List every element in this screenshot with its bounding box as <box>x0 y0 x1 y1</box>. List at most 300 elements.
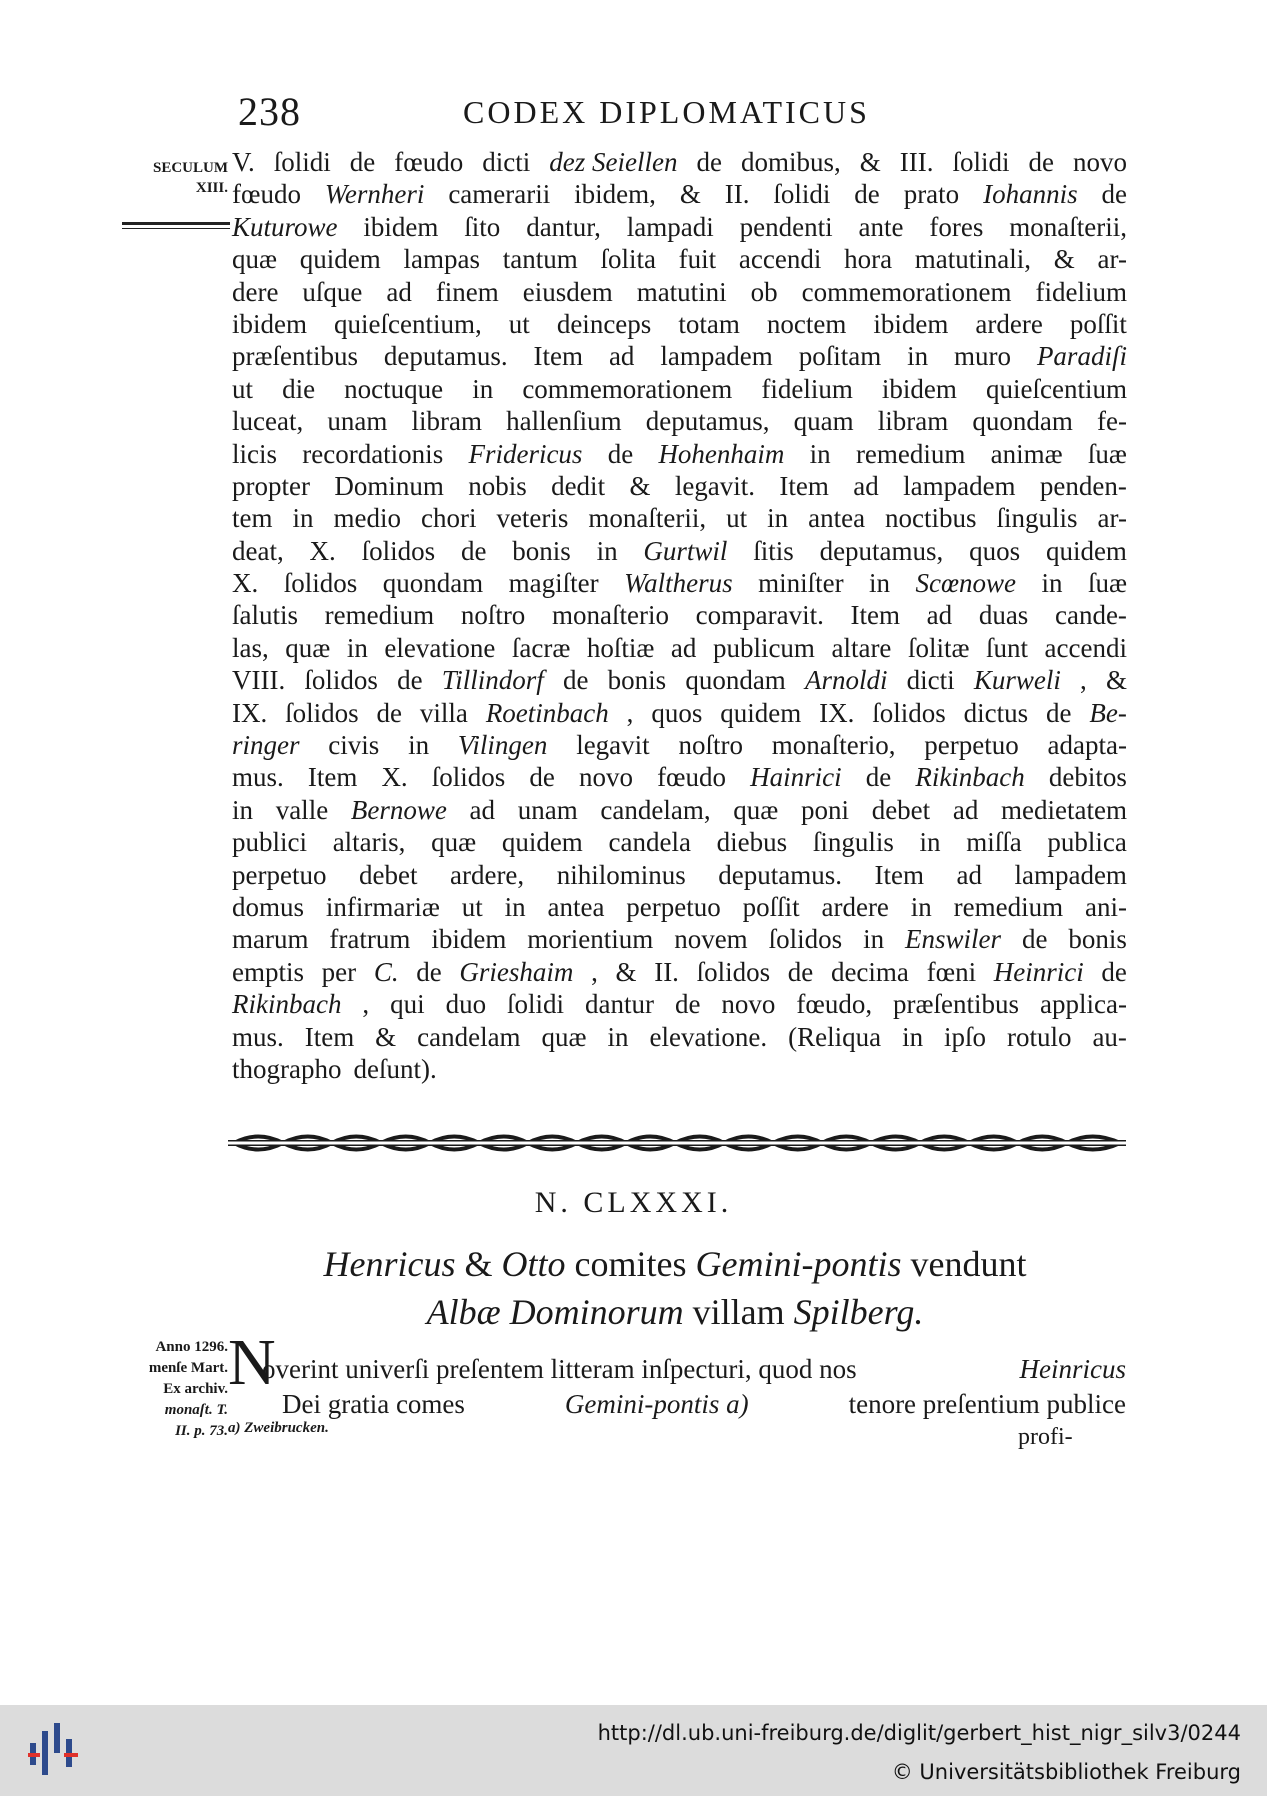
word: de <box>460 535 487 566</box>
word: fœudo <box>657 762 727 793</box>
proper-name: Scœnowe <box>915 568 1017 599</box>
title-name: Spilberg. <box>793 1292 924 1332</box>
word: de <box>787 956 814 987</box>
word: X. <box>232 568 259 599</box>
word: & <box>1053 244 1075 275</box>
word: deputamus, <box>819 535 944 566</box>
word: fœudo, <box>796 989 873 1020</box>
word: fœudo <box>394 147 464 177</box>
word: ſacræ <box>511 632 571 663</box>
word: legavit. <box>674 470 756 501</box>
title-text: & <box>455 1244 502 1284</box>
word: unam <box>327 406 388 437</box>
word: elevatione <box>384 632 496 663</box>
word: ſolitæ <box>907 632 970 663</box>
word: quondam <box>685 665 786 696</box>
word: per <box>321 956 357 987</box>
word: camerarii <box>448 179 551 210</box>
word: licis <box>232 438 277 469</box>
word: , <box>626 697 634 728</box>
word: publicum <box>712 632 815 663</box>
word: antea <box>808 503 866 534</box>
word: quieſcentium <box>985 373 1127 404</box>
body-line <box>232 761 1127 793</box>
word: ante <box>858 211 904 242</box>
word: quidem <box>299 244 381 275</box>
incipit-name: Gemini-pontis a) <box>564 1389 749 1419</box>
incipit-name: Heinricus <box>1019 1354 1126 1384</box>
word: monaſterii, <box>1009 211 1127 242</box>
word: lampas <box>403 244 480 275</box>
word: X. <box>309 535 336 566</box>
word: perpetuo <box>924 730 1019 761</box>
word: ar- <box>1097 503 1127 534</box>
word: , <box>362 989 370 1020</box>
permalink[interactable]: http://dl.ub.uni-freiburg.de/diglit/gerbert_hist_nigr_silv3/0244 <box>597 1721 1241 1745</box>
word: nihilominus <box>556 859 686 890</box>
word: fœudo <box>232 179 301 210</box>
word: fores <box>929 211 984 242</box>
word: emptis <box>232 956 304 987</box>
word: ibidem <box>363 211 439 242</box>
word: Item <box>304 1021 355 1052</box>
word: ibidem <box>881 373 957 404</box>
body-line <box>232 243 1127 275</box>
body-line <box>232 340 1127 372</box>
body-line <box>232 211 1127 243</box>
word: lampadem <box>660 341 773 372</box>
word: Item <box>533 341 584 372</box>
word: animæ <box>990 438 1063 469</box>
word: & <box>1105 665 1127 696</box>
word: ſolidi <box>507 989 565 1020</box>
body-line <box>232 567 1127 599</box>
word: duas <box>978 600 1029 631</box>
drop-cap: N <box>228 1326 276 1399</box>
word: lampadem <box>1014 859 1127 890</box>
word: ibidem <box>873 308 949 339</box>
word: candelam, <box>600 794 711 825</box>
word: dantur <box>585 989 654 1020</box>
word: marum <box>232 924 309 955</box>
body-line <box>232 373 1127 405</box>
document-title-line <box>220 1288 1130 1336</box>
word: matutini <box>636 276 727 307</box>
word: eiusdem <box>522 276 613 307</box>
incipit-text-run: tenore preſentium publice <box>848 1389 1126 1419</box>
word: ardere <box>821 891 889 922</box>
word: X. <box>381 762 408 793</box>
word: noctuque <box>344 373 444 404</box>
word: luceat, <box>232 406 304 437</box>
word: infirmariæ <box>325 891 440 922</box>
body-line <box>232 146 1127 178</box>
word: in <box>907 341 929 372</box>
word: candelam <box>417 1021 521 1052</box>
proper-name: Gurtwil <box>643 535 728 566</box>
word: in <box>902 1021 924 1052</box>
word: ſingulis <box>812 827 894 858</box>
word: Item <box>779 470 829 501</box>
word: pendenti <box>739 211 833 242</box>
word: debet <box>358 859 418 890</box>
word: VIII. <box>232 665 286 696</box>
word: mus. <box>232 1021 284 1052</box>
footnote: a) Zweibrucken. <box>228 1420 329 1436</box>
word: hallenſium <box>506 406 622 437</box>
word: cande- <box>1054 600 1127 631</box>
word: in <box>408 730 430 761</box>
word: quondam <box>972 406 1073 437</box>
document-title <box>220 1240 1130 1336</box>
word: quam <box>793 406 854 437</box>
word: de <box>529 762 555 793</box>
word: ani- <box>1084 891 1127 922</box>
word: ſolidos <box>304 665 378 696</box>
word: quos <box>969 535 1021 566</box>
word: ſitis <box>753 535 794 566</box>
word: IX. <box>819 697 855 728</box>
word: novo <box>578 762 633 793</box>
word: & <box>615 956 637 987</box>
word: lampadem <box>903 470 1016 501</box>
word: chori <box>420 503 477 534</box>
body-line <box>232 632 1127 664</box>
margin-note-line: menſe Mart. <box>148 1360 228 1376</box>
word: in <box>346 632 368 663</box>
word: poni <box>801 794 850 825</box>
word: ut <box>726 503 748 534</box>
word: ſolidos <box>285 697 359 728</box>
word: deputamus, <box>645 406 770 437</box>
word: commemorationem <box>801 276 1012 307</box>
word: adapta- <box>1047 730 1127 761</box>
body-line <box>232 599 1127 631</box>
margin-note-line: monaſt. T. <box>164 1402 228 1418</box>
word: ob <box>750 276 778 307</box>
word: perpetuo <box>232 859 327 890</box>
word: libram <box>877 406 949 437</box>
word: ut <box>508 308 530 339</box>
word: remedium <box>324 600 435 631</box>
word: elevatione. <box>649 1021 768 1052</box>
title-text: comites <box>565 1244 696 1284</box>
word: ſolidos <box>768 924 843 955</box>
word: ad <box>956 859 982 890</box>
word: quæ <box>541 1021 587 1052</box>
word: deat, <box>232 535 284 566</box>
proper-name: Be- <box>1089 697 1127 728</box>
body-line <box>232 988 1127 1020</box>
body-line <box>232 697 1127 729</box>
word: bonis <box>607 665 667 696</box>
word: ſolidos <box>283 568 358 599</box>
word: fœni <box>926 956 977 987</box>
word: poſſit <box>1069 308 1127 339</box>
word: IX. <box>232 697 268 728</box>
word: fidelium <box>761 373 853 404</box>
word: ſolidos <box>361 535 436 566</box>
word: in <box>607 1021 629 1052</box>
word: , <box>1080 665 1087 696</box>
word: & <box>375 1021 397 1052</box>
word: deinceps <box>556 308 652 339</box>
word: comparavit. <box>695 600 824 631</box>
catchword: profi- <box>1018 1424 1073 1450</box>
ornamental-divider <box>228 1128 1126 1158</box>
word: nobis <box>468 470 527 501</box>
word: in <box>910 891 932 922</box>
word: commemorationem <box>522 373 733 404</box>
word: legavit <box>576 730 650 761</box>
word: & <box>679 179 701 210</box>
word: in <box>1041 568 1063 599</box>
body-line <box>232 891 1127 923</box>
word: accendi <box>1044 632 1127 663</box>
word: in <box>504 891 526 922</box>
incipit-text-run: Dei gratia comes <box>282 1389 465 1419</box>
body-line <box>232 438 1127 470</box>
title-name: Gemini-pontis <box>695 1244 902 1284</box>
word: quieſcentium, <box>334 308 482 339</box>
word: rotulo <box>1007 1021 1072 1052</box>
word: & <box>859 147 881 177</box>
word: bonis <box>512 535 571 566</box>
word: au- <box>1092 1021 1127 1052</box>
word: ſuæ <box>1087 438 1127 469</box>
word: de <box>562 665 589 696</box>
word: ſalutis <box>232 600 298 631</box>
word: ut <box>232 373 254 404</box>
word: ad <box>469 794 496 825</box>
proper-name: ringer <box>232 730 300 761</box>
word: unam <box>517 794 578 825</box>
proper-name: Hainrici <box>750 762 842 793</box>
proper-name: Waltherus <box>624 568 733 599</box>
word: muro <box>954 341 1012 372</box>
word: quidem <box>720 697 802 728</box>
proper-name: Kuturowe <box>232 211 338 242</box>
word: publica <box>1047 827 1127 858</box>
proper-name: Arnoldi <box>804 665 888 696</box>
word: fratrum <box>329 924 411 955</box>
word: , <box>591 956 598 987</box>
word: de <box>1101 956 1127 987</box>
word: ſolita <box>600 244 656 275</box>
word: monaſterii, <box>588 503 707 534</box>
title-name: Otto <box>501 1244 566 1284</box>
word: fidelium <box>1035 276 1127 307</box>
word: novo <box>721 989 776 1020</box>
word: ſunt <box>986 632 1029 663</box>
word: in <box>596 535 618 566</box>
word: matutinali, <box>914 244 1032 275</box>
word: II. <box>654 956 679 987</box>
word: ibidem, <box>574 179 656 210</box>
word: publici <box>232 827 307 858</box>
margin-note-line: Ex archiv. <box>163 1381 228 1397</box>
document-number: N. CLXXXI. <box>534 1186 733 1219</box>
word: & <box>629 470 651 501</box>
page-number: 238 <box>238 89 301 134</box>
word: hora <box>844 244 893 275</box>
title-text: villam <box>683 1292 794 1332</box>
body-line <box>232 535 1127 567</box>
word: morientium <box>527 924 654 955</box>
word: Item <box>874 859 924 890</box>
word: noctem <box>766 308 847 339</box>
word: quæ <box>431 827 477 858</box>
word: medietatem <box>1001 794 1127 825</box>
proper-name: Heinrici <box>993 956 1084 987</box>
margin-note-line: II. p. 73. <box>175 1423 228 1439</box>
proper-name: Grieshaim <box>459 956 574 987</box>
page-header <box>238 88 1118 138</box>
word: remedium <box>953 891 1064 922</box>
word: de <box>1021 924 1048 955</box>
word: ſuæ <box>1087 568 1127 599</box>
body-line <box>232 502 1127 534</box>
proper-name: C. <box>373 956 399 987</box>
word: noſtro <box>678 730 743 761</box>
word: qui <box>390 989 425 1020</box>
proper-name: Wernheri <box>324 179 425 210</box>
word: dantur, <box>526 211 601 242</box>
word: novem <box>674 924 748 955</box>
word: antea <box>547 891 605 922</box>
word: de <box>1028 147 1054 177</box>
incipit-text <box>262 1352 1126 1422</box>
body-line <box>232 664 1127 696</box>
word: dictus <box>963 697 1029 728</box>
word: fe- <box>1097 406 1127 437</box>
word: deputamus. <box>718 859 842 890</box>
word: in <box>919 827 941 858</box>
university-library-logo-icon <box>28 1723 80 1777</box>
body-line <box>232 178 1127 210</box>
proper-name: Vilingen <box>457 730 548 761</box>
incipit-line <box>262 1352 1126 1387</box>
proper-name: Rikinbach <box>232 989 342 1020</box>
proper-name: Kurweli <box>973 665 1061 696</box>
word: ſolidi <box>773 179 831 210</box>
word: las, <box>232 632 269 663</box>
body-line <box>232 1021 1127 1053</box>
word: ad <box>608 341 635 372</box>
word: ad <box>926 600 953 631</box>
word: ar- <box>1097 244 1127 275</box>
running-head: CODEX DIPLOMATICUS <box>463 94 870 130</box>
word: domus <box>232 891 305 922</box>
word: thographo <box>232 1053 342 1084</box>
word: ſolidos <box>431 762 506 793</box>
word: de <box>674 989 701 1020</box>
word: quæ <box>733 794 779 825</box>
word: quidem <box>501 827 583 858</box>
word: ad <box>952 794 979 825</box>
body-line <box>232 859 1127 891</box>
body-line <box>232 826 1127 858</box>
margin-note-source <box>110 1337 228 1442</box>
proper-name: Tillindorf <box>441 665 544 696</box>
word: altare <box>831 632 892 663</box>
word: ſito <box>464 211 501 242</box>
word: libram <box>411 406 482 437</box>
word: præſentibus <box>893 989 1020 1020</box>
word: præſentibus <box>232 341 358 372</box>
word: dedit <box>551 470 606 501</box>
word: bonis <box>1068 924 1127 955</box>
word: in <box>809 438 831 469</box>
word: II. <box>724 179 750 210</box>
word: hoſtiæ <box>586 632 655 663</box>
word: tem <box>232 503 273 534</box>
word: V. <box>232 147 255 177</box>
body-line <box>232 729 1127 761</box>
word: mus. <box>232 762 284 793</box>
word: de <box>607 438 634 469</box>
title-name: Henricus <box>323 1244 456 1284</box>
word: fuit <box>678 244 717 275</box>
word: in <box>863 924 885 955</box>
word: de <box>1046 697 1072 728</box>
word: debitos <box>1048 762 1127 793</box>
word: deſunt). <box>353 1053 437 1084</box>
word: poſitam <box>798 341 882 372</box>
word: domibus, <box>740 147 841 177</box>
proper-name: dez Seiellen <box>549 147 678 177</box>
word: de <box>854 179 880 210</box>
word: in <box>869 568 891 599</box>
word: Dominum <box>334 470 444 501</box>
word: poſſit <box>742 891 800 922</box>
word: de <box>1101 179 1127 210</box>
word: ſingulis <box>996 503 1078 534</box>
word: civis <box>328 730 380 761</box>
word: ſolidi <box>273 147 331 177</box>
word: accendi <box>738 244 822 275</box>
word: ſolidos <box>696 956 771 987</box>
proper-name: Iohannis <box>983 179 1078 210</box>
word: noſtro <box>460 600 526 631</box>
title-text: vendunt <box>901 1244 1027 1284</box>
word: monaſterio <box>551 600 669 631</box>
word: diebus <box>716 827 788 858</box>
word: ſolidos <box>872 697 946 728</box>
word: monaſterio, <box>771 730 896 761</box>
body-line <box>232 276 1127 308</box>
word: veteris <box>496 503 569 534</box>
word: noctibus <box>885 503 977 534</box>
word: perpetuo <box>626 891 721 922</box>
proper-name: Enswiler <box>905 924 1002 955</box>
word: ut <box>461 891 483 922</box>
word: totam <box>678 308 740 339</box>
word: ad <box>853 470 879 501</box>
body-line <box>232 470 1127 502</box>
word: tantum <box>502 244 578 275</box>
word: ardere, <box>449 859 525 890</box>
library-footer <box>0 1705 1267 1796</box>
word: Item <box>307 762 358 793</box>
body-line <box>232 308 1127 340</box>
document-title-line <box>220 1240 1130 1288</box>
word: quæ <box>232 244 278 275</box>
word: miniſter <box>758 568 844 599</box>
word: recordationis <box>302 438 444 469</box>
word: de <box>376 697 403 728</box>
word: quondam <box>382 568 484 599</box>
